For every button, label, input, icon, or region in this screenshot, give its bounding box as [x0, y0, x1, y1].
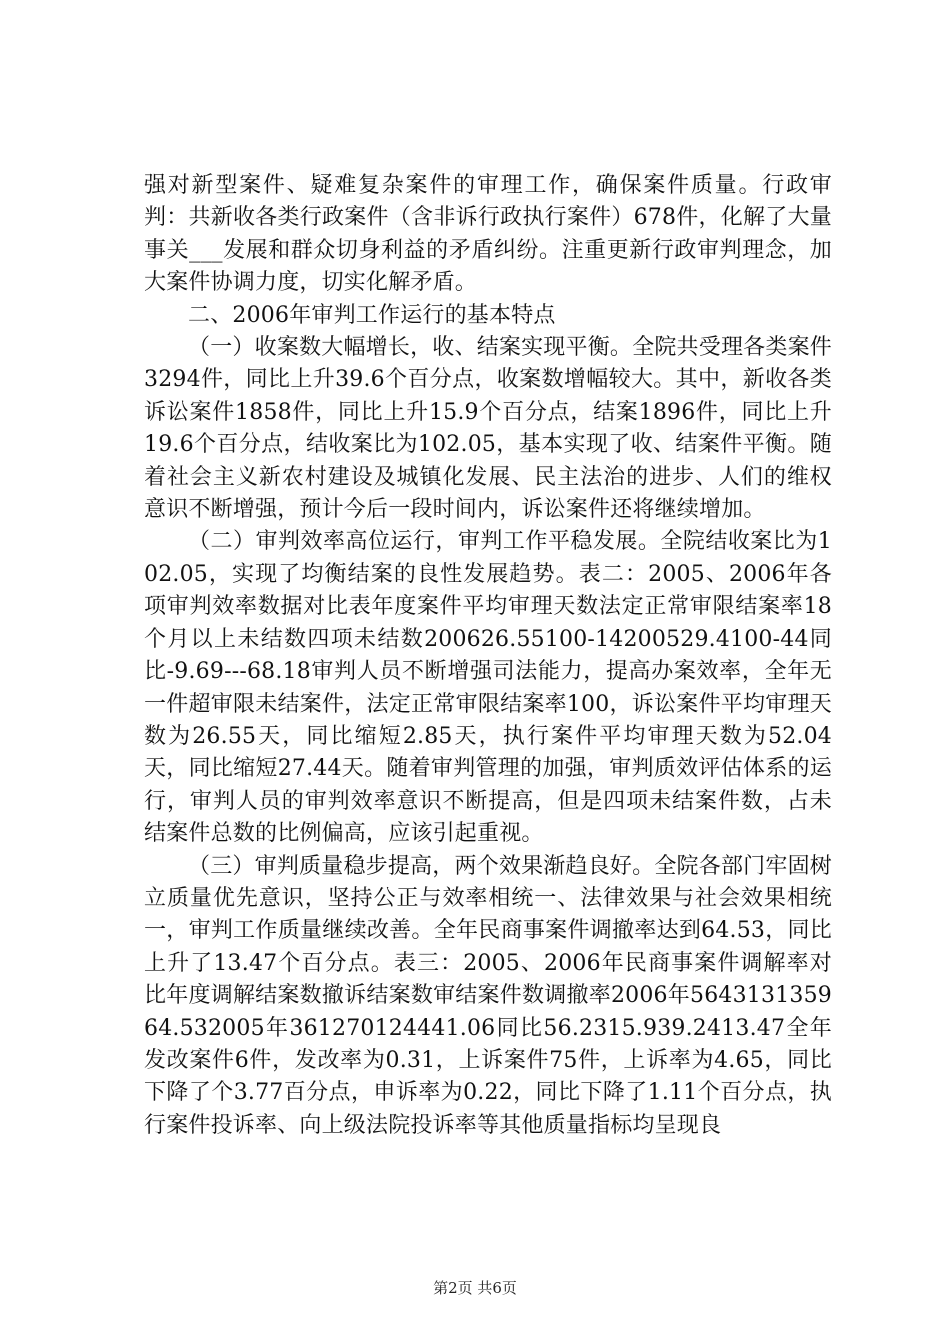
paragraph-quality: （三）审判质量稳步提高，两个效果渐趋良好。全院各部门牢固树立质量优先意识，坚持公正与效率相统一、法律效果与社会效果相统一，审判工作质量继续改善。全年民商事案件调撤率达到64.53，同比上升了13.47个百分点。表三：2005、2006年民商事案件调解率对比年度调解结案数撤诉结案数审结案件数调撤率2006年564313135964.532005年361270124441.06同比56.2315.939.2413.47全年发改案件6件，发改率为0.31，上诉案件75件，上诉率为4.65，同比下降了个3.77百分点，申诉率为0.22，同比下降了1.11个百分点，执行案件投诉率、向上级法院投诉率等其他质量指标均呈现良 — [144, 853, 832, 1138]
page-footer: 第2页 共6页 — [433, 1279, 517, 1297]
section-heading-2: 二、2006年审判工作运行的基本特点 — [188, 302, 556, 328]
paragraph-case-volume: （一）收案数大幅增长，收、结案实现平衡。全院共受理各类案件3294件，同比上升39.6个百分点，收案数增幅较大。其中，新收各类诉讼案件1858件，同比上升15.9个百分点，结案1896件，同比上升19.6个百分点，结收案比为102.05，基本实现了收、结案件平衡。随着社会主义新农村建设及城镇化发展、民主法治的进步、人们的维权意识不断增强，预计今后一段时间内，诉讼案件还将继续增加。 — [144, 335, 832, 523]
document-body — [144, 170, 832, 1142]
paragraph-efficiency: （二）审判效率高位运行，审判工作平稳发展。全院结收案比为102.05，实现了均衡结案的良性发展趋势。表二：2005、2006年各项审判效率数据对比表年度案件平均审理天数法定正常审限结案率18个月以上未结数四项未结数200626.55100-14200529.4100-44同比-9.69---68.18审判人员不断增强司法能力，提高办案效率，全年无一件超审限未结案件，法定正常审限结案率100，诉讼案件平均审理天数为26.55天，同比缩短2.85天，执行案件平均审理天数为52.04天，同比缩短27.44天。随着审判管理的加强，审判质效评估体系的运行，审判人员的审判效率意识不断提高，但是四项未结案件数，占未结案件总数的比例偏高，应该引起重视。 — [144, 529, 832, 847]
paragraph-admin-trial: 强对新型案件、疑难复杂案件的审理工作，确保案件质量。行政审判：共新收各类行政案件（含非诉行政执行案件）678件，化解了大量事关___发展和群众切身利益的矛盾纠纷。注重更新行政审判理念，加大案件协调力度，切实化解矛盾。 — [144, 173, 832, 296]
